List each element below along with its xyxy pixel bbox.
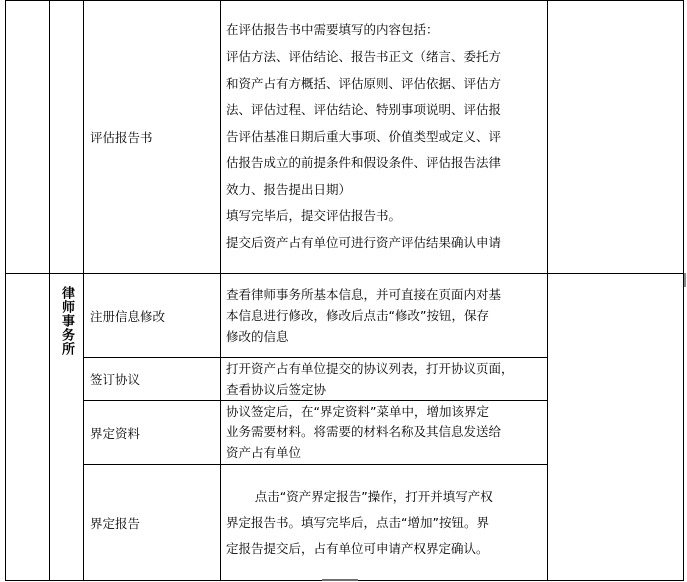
section-label: 律师事务所 xyxy=(59,286,74,356)
description-line: 点击“资产界定报告”操作，打开并填写产权 xyxy=(254,488,493,504)
scroll-edge-marker xyxy=(684,273,686,287)
description-line: 协议签定后，在“界定资料”菜单中，增加该界定 xyxy=(226,403,489,419)
description-line: 评估方法、评估结论、报告书正文（绪言、委托方 xyxy=(226,48,502,64)
blank-cell xyxy=(6,1,50,274)
section-cell xyxy=(50,274,84,581)
description-cell xyxy=(221,401,548,465)
item-cell xyxy=(84,358,221,401)
description-line: 定报告提交后，占有单位可申请产权界定确认。 xyxy=(226,540,489,556)
item-label: 注册信息修改 xyxy=(90,308,166,324)
description-line: 提交后资产占有单位可进行资产评估结果确认申请 xyxy=(226,235,502,251)
description-line: 本信息进行修改，修改后点击“修改”按钮，保存 xyxy=(226,308,489,323)
item-label: 评估报告书 xyxy=(90,130,153,145)
notes-cell xyxy=(548,1,684,274)
section-cell xyxy=(50,1,84,274)
description-line: 修改的信息 xyxy=(226,329,289,344)
description-line: 法、评估过程、评估结论、特别事项说明、评估报 xyxy=(226,102,502,118)
page-break-marker xyxy=(322,579,358,581)
description-line: 告评估基准日期后重大事项、价值类型或定义、评 xyxy=(226,128,502,144)
description-cell xyxy=(221,1,548,274)
item-cell xyxy=(84,274,221,358)
description-line: 查看协议后签定协 xyxy=(226,382,327,397)
description-line: 界定报告书。填写完毕后，点击“增加”按钮。界 xyxy=(226,514,489,530)
description-cell xyxy=(221,465,548,581)
description-line: 业务需要材料。将需要的材料名称及其信息发送给 xyxy=(226,424,502,440)
description-line: 效力、报告提出日期） xyxy=(226,181,352,197)
item-cell xyxy=(84,401,221,465)
procedure-table xyxy=(5,0,684,581)
table-row xyxy=(6,1,684,274)
description-line: 和资产占有方概括、评估原则、评估依据、评估方 xyxy=(226,75,502,91)
blank-cell xyxy=(6,274,50,581)
description-cell xyxy=(221,274,548,358)
item-cell xyxy=(84,465,221,581)
description-line: 估报告成立的前提条件和假设条件、评估报告法律 xyxy=(226,155,502,171)
description-line: 查看律师事务所基本信息，并可直接在页面内对基 xyxy=(226,287,502,302)
description-line: 打开资产占有单位提交的协议列表，打开协议页面， xyxy=(226,361,514,376)
item-cell xyxy=(84,1,221,274)
description-line: 资产占有单位 xyxy=(226,444,302,460)
description-cell xyxy=(221,358,548,401)
item-label: 界定报告 xyxy=(90,515,141,531)
description-line: 在评估报告书中需要填写的内容包括： xyxy=(226,22,439,38)
description-line: 填写完毕后，提交评估报告书。 xyxy=(226,208,402,224)
table-row xyxy=(6,274,684,358)
item-label: 界定资料 xyxy=(90,425,141,441)
notes-cell xyxy=(548,274,684,581)
item-label: 签订协议 xyxy=(90,372,141,387)
